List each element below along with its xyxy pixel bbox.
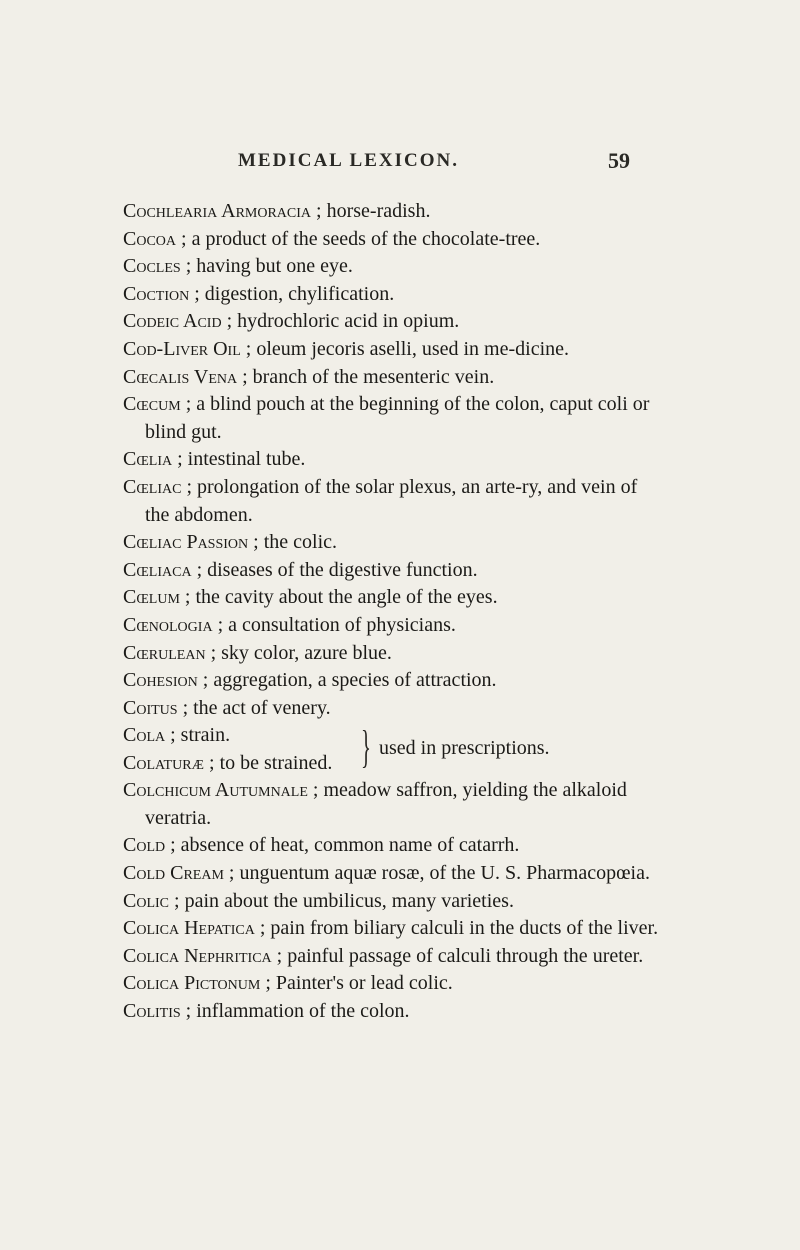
entry-definition: ; branch of the mesenteric vein. (237, 365, 495, 388)
entry-term: Cœliaca (123, 558, 192, 581)
entry-definition: ; hydrochloric acid in opium. (221, 310, 460, 333)
entry-term: Cochlearia Armoracia (123, 200, 312, 222)
entry-term: Cola (123, 724, 166, 747)
entry-definition: ; prolongation of the solar plexus, an arte-ry, and vein of the abdomen. (145, 475, 638, 526)
entry-definition: ; pain about the umbilicus, many varieties. (169, 889, 514, 912)
entry-term: Colaturæ (123, 751, 205, 774)
entry-term: Cœcum (123, 393, 181, 416)
lexicon-entry (123, 557, 663, 585)
entry-definition: ; inflammation of the colon. (180, 1000, 410, 1023)
lexicon-entry (123, 915, 663, 943)
entry-term: Cohesion (123, 669, 198, 692)
lexicon-entry (123, 777, 663, 832)
entry-definition: ; diseases of the digestive function. (191, 558, 478, 581)
lexicon-entry (123, 253, 663, 281)
entry-term: Colica Nephritica (123, 944, 272, 967)
lexicon-entry (123, 474, 663, 529)
entry-definition: ; a blind pouch at the beginning of the colon, caput coli or blind gut. (145, 393, 650, 443)
lexicon-entry (123, 943, 663, 971)
entry-term: Cœlum (123, 586, 180, 609)
lexicon-entry (123, 529, 663, 557)
entry-definition: ; sky color, azure blue. (205, 641, 392, 664)
entry-term: Cocles (123, 255, 181, 278)
entry-definition: ; strain. (165, 724, 231, 747)
entry-term: Cold (123, 834, 166, 857)
entry-term: Cœnologia (123, 613, 213, 636)
entry-term: Cœrulean (123, 641, 206, 664)
entry-term: Colica Pictonum (123, 972, 261, 995)
entry-definition: ; a product of the seeds of the chocolate-tree. (176, 227, 541, 250)
entry-definition: ; pain from biliary calculi in the ducts of the liver. (254, 917, 659, 940)
entry-definition: ; the colic. (248, 531, 337, 554)
entry-term: Cod-Liver Oil (123, 337, 241, 360)
entry-definition: ; painful passage of calculi through the ureter. (271, 944, 644, 967)
running-header (238, 150, 638, 172)
lexicon-entry (123, 832, 663, 860)
entry-term: Colica Hepatica (123, 917, 255, 940)
entry-definition: ; to be strained. (204, 751, 333, 774)
lexicon-entry (123, 640, 663, 668)
lexicon-entry (123, 226, 663, 254)
entry-term: Cold Cream (123, 862, 224, 885)
brace-entry-group (123, 722, 663, 777)
lexicon-entry (123, 281, 663, 309)
entry-term: Colchicum Autumnale (123, 779, 308, 802)
entry-definition: ; a consultation of physicians. (212, 613, 456, 636)
entry-definition: ; meadow saffron, yielding the alkaloid veratria. (145, 779, 627, 829)
entry-definition: ; aggregation, a species of attraction. (197, 669, 497, 692)
entry-definition: ; intestinal tube. (172, 448, 306, 471)
lexicon-entry (123, 667, 663, 695)
lexicon-entry (123, 364, 663, 392)
page-title: MEDICAL LEXICON. (238, 150, 459, 171)
lexicon-entry (123, 308, 663, 336)
entry-definition: ; unguentum aquæ rosæ, of the U. S. Pharmacopœia. (223, 862, 650, 885)
entry-definition: ; Painter's or lead colic. (260, 972, 453, 995)
entry-term: Cœliac (123, 475, 182, 498)
entry-term: Coitus (123, 696, 178, 719)
lexicon-entries (123, 198, 663, 1026)
entry-definition: ; having but one eye. (180, 255, 353, 278)
lexicon-entry (123, 336, 663, 364)
lexicon-entry (123, 998, 663, 1026)
brace-note: used in prescriptions. (379, 737, 550, 760)
lexicon-entry (123, 446, 663, 474)
entry-definition: ; the act of venery. (177, 696, 331, 719)
entry-definition: ; absence of heat, common name of catarrh. (165, 834, 520, 857)
entry-definition: ; oleum jecoris aselli, used in me-dicine. (240, 337, 570, 360)
lexicon-entry (123, 695, 663, 723)
entry-definition: ; digestion, chylification. (189, 282, 395, 305)
entry-term: Cœlia (123, 448, 173, 471)
entry-term: Colitis (123, 1000, 181, 1023)
page-number: 59 (608, 148, 630, 173)
lexicon-entry (123, 970, 663, 998)
entry-term: Cœcalis Vena (123, 365, 238, 388)
lexicon-entry (123, 888, 663, 916)
entry-term: Coction (123, 282, 190, 305)
lexicon-entry (123, 584, 663, 612)
lexicon-entry (123, 612, 663, 640)
lexicon-entry (123, 860, 663, 888)
entry-term: Colic (123, 889, 170, 912)
entry-definition: ; horse-radish. (311, 200, 431, 222)
entry-term: Codeic Acid (123, 310, 222, 333)
lexicon-entry (123, 198, 663, 226)
entry-term: Cocoa (123, 227, 177, 250)
curly-brace: } (361, 721, 371, 773)
lexicon-entry (123, 391, 663, 446)
entry-definition: ; the cavity about the angle of the eyes. (179, 586, 498, 609)
entry-term: Cœliac Passion (123, 531, 249, 554)
